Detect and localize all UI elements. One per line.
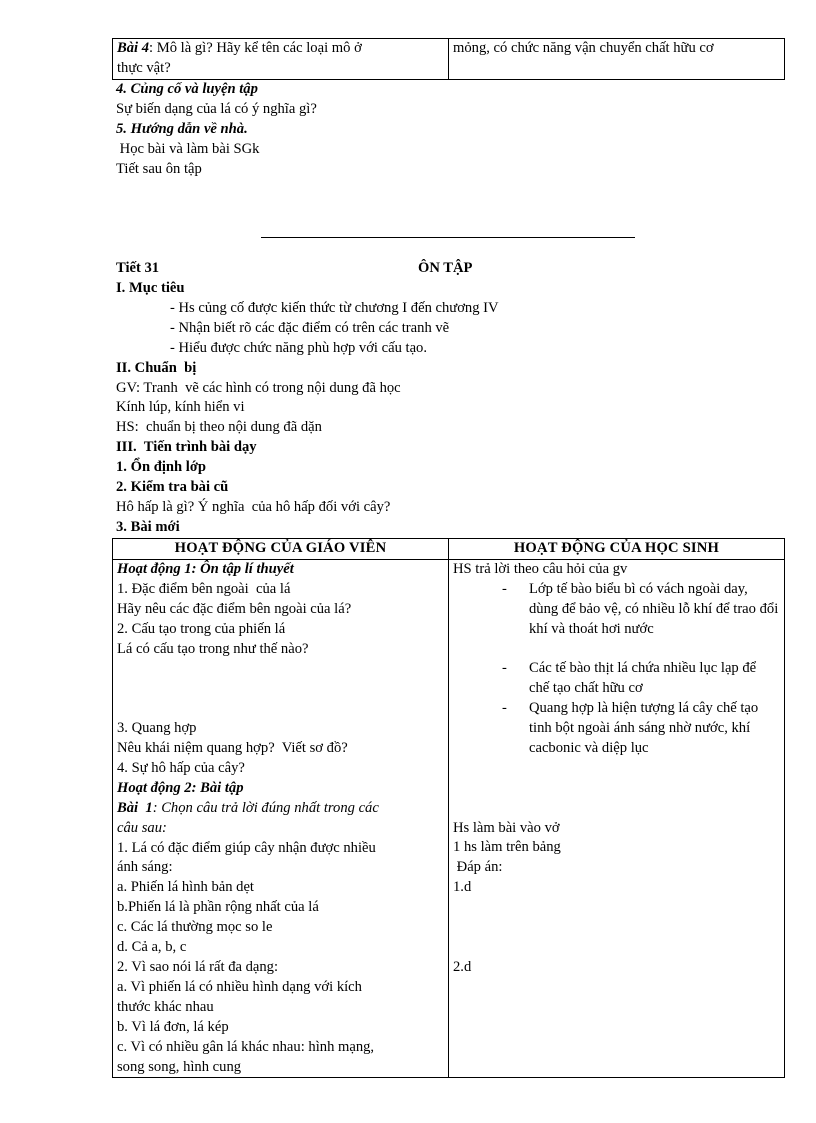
top-table-left-cell bbox=[113, 39, 449, 80]
bai4-text-2: thực vật? bbox=[117, 59, 171, 76]
spacer bbox=[453, 898, 780, 918]
old-question: Hô hấp là gì? Ý nghĩa của hô hấp đối với cây? bbox=[116, 498, 391, 515]
prep-3: HS: chuẩn bị theo nội dung đã dặn bbox=[116, 419, 322, 436]
spacer bbox=[453, 799, 780, 819]
q1-option-b: b.Phiến lá là phần rộng nhất của lá bbox=[117, 899, 319, 916]
bai4-label: Bài 4 bbox=[117, 40, 150, 56]
top-table bbox=[112, 38, 785, 80]
student-answer-2: - Các tế bào thịt lá chứa nhiều lục lạp để chế tạo chất hữu cơ bbox=[502, 660, 757, 697]
muc-tieu-heading: I. Mục tiêu bbox=[116, 280, 185, 296]
lesson-block bbox=[116, 259, 776, 538]
step-3: 3. Bài mới bbox=[116, 518, 180, 535]
student-ans2: 2.d bbox=[453, 958, 472, 975]
header-teacher: HOẠT ĐỘNG CỦA GIÁO VIÊN bbox=[113, 539, 449, 560]
spacer bbox=[117, 679, 444, 699]
teacher-line-5: 3. Quang hợp bbox=[117, 720, 197, 737]
spacer bbox=[453, 779, 780, 799]
goal-2: - Nhận biết rõ các đặc điểm có trên các tranh vẽ bbox=[170, 319, 450, 336]
spacer bbox=[453, 918, 780, 938]
q2-option-a-1: a. Vì phiến lá có nhiều hình dạng với kích bbox=[117, 978, 362, 995]
spacer bbox=[117, 699, 444, 719]
section5-heading: 5. Hướng dẫn về nhà. bbox=[116, 120, 248, 137]
bai1-text: : Chọn câu trả lời đúng nhất trong các bbox=[152, 799, 379, 816]
student-hs2: 1 hs làm trên bảng bbox=[453, 839, 561, 856]
prep-1: GV: Tranh vẽ các hình có trong nội dung đã học bbox=[116, 379, 401, 396]
hd2-heading: Hoạt động 2: Bài tập bbox=[117, 779, 244, 796]
q2-option-b: b. Vì lá đơn, lá kép bbox=[117, 1018, 229, 1035]
chuan-bi-heading: II. Chuẩn bị bbox=[116, 359, 197, 376]
q1-option-a: a. Phiến lá hình bản dẹt bbox=[117, 879, 254, 896]
teacher-line-6: Nêu khái niệm quang hợp? Viết sơ đồ? bbox=[117, 740, 348, 757]
prep-2: Kính lúp, kính hiển vi bbox=[116, 399, 245, 416]
header-student: HOẠT ĐỘNG CỦA HỌC SINH bbox=[449, 539, 785, 560]
q2-option-a-2: thước khác nhau bbox=[117, 998, 214, 1015]
q2-option-c-1: c. Vì có nhiều gân lá khác nhau: hình mạng, bbox=[117, 1038, 375, 1055]
lesson-tiet: Tiết 31 bbox=[116, 260, 160, 276]
sections-4-5 bbox=[116, 80, 776, 180]
student-cell bbox=[449, 559, 785, 1078]
q2-option-c-2: song song, hình cung bbox=[117, 1058, 242, 1075]
student-dap-an: Đáp án: bbox=[453, 859, 503, 876]
teacher-line-3: 2. Cấu tạo trong của phiến lá bbox=[117, 620, 286, 637]
tien-trinh-heading: III. Tiến trình bài dạy bbox=[116, 439, 257, 456]
goal-1: - Hs củng cố được kiến thức từ chương I đến chương IV bbox=[170, 299, 499, 316]
teacher-line-1: 1. Đặc điểm bên ngoài của lá bbox=[117, 580, 291, 597]
q1-line-b: ánh sáng: bbox=[117, 859, 173, 876]
step-2: 2. Kiểm tra bài cũ bbox=[116, 479, 229, 496]
section5-line2: Tiết sau ôn tập bbox=[116, 160, 202, 177]
student-answer-2-text: Các tế bào thịt lá chứa nhiều lục lạp để chế tạo chất hữu cơ bbox=[529, 660, 757, 697]
student-answer-3: - Quang hợp là hiện tượng lá cây chế tạo tinh bột ngoài ánh sáng nhờ nước, khí cacbonic và diệp lục bbox=[502, 700, 759, 757]
q1-option-c: c. Các lá thường mọc so le bbox=[117, 919, 273, 936]
goal-3: - Hiểu được chức năng phù hợp với cấu tạo. bbox=[170, 339, 427, 356]
spacer bbox=[117, 659, 444, 679]
top-right-text: mỏng, có chức năng vận chuyển chất hữu cơ bbox=[453, 40, 714, 56]
student-hs1: Hs làm bài vào vở bbox=[453, 819, 560, 836]
section4-heading: 4. Củng cố và luyện tập bbox=[116, 81, 258, 97]
bai1-text-2: câu sau: bbox=[117, 819, 167, 836]
teacher-line-7: 4. Sự hô hấp của cây? bbox=[117, 759, 245, 776]
student-ans1: 1.d bbox=[453, 879, 472, 896]
teacher-line-2: Hãy nêu các đặc điểm bên ngoài của lá? bbox=[117, 600, 352, 617]
top-table-right-cell bbox=[449, 39, 785, 80]
hd1-heading: Hoạt động 1: Ôn tập lí thuyết bbox=[117, 560, 294, 577]
section4-question: Sự biến dạng của lá có ý nghĩa gì? bbox=[116, 100, 317, 117]
q2-line: 2. Vì sao nói lá rất đa dạng: bbox=[117, 958, 279, 975]
spacer bbox=[453, 938, 780, 958]
section-divider bbox=[261, 237, 635, 238]
bai1-label: Bài 1 bbox=[117, 799, 153, 816]
student-answer-1: - Lớp tế bào biểu bì có vách ngoài day, dùng để bảo vệ, có nhiều lỗ khí để trao đổi khí và thoát hơi nước bbox=[502, 580, 779, 637]
section5-line1: Học bài và làm bài SGk bbox=[116, 140, 260, 157]
bai4-text: : Mô là gì? Hãy kể tên các loại mô ở bbox=[149, 40, 362, 56]
student-answer-1-text: Lớp tế bào biểu bì có vách ngoài day, dùng để bảo vệ, có nhiều lỗ khí để trao đổi khí và thoát hơi nước bbox=[529, 580, 779, 637]
q1-line-a: 1. Lá có đặc điểm giúp cây nhận được nhiều bbox=[117, 839, 376, 856]
step-1: 1. Ổn định lớp bbox=[116, 459, 207, 476]
teacher-line-4: Lá có cấu tạo trong như thế nào? bbox=[117, 640, 309, 657]
student-intro: HS trả lời theo câu hỏi của gv bbox=[453, 560, 628, 577]
student-answer-3-text: Quang hợp là hiện tượng lá cây chế tạo tinh bột ngoài ánh sáng nhờ nước, khí cacbonic và diệp lục bbox=[529, 700, 759, 757]
activities-table bbox=[112, 538, 785, 1078]
teacher-cell bbox=[113, 559, 449, 1078]
q1-option-d: d. Cả a, b, c bbox=[117, 939, 187, 956]
lesson-title: ÔN TẬP bbox=[418, 260, 473, 276]
